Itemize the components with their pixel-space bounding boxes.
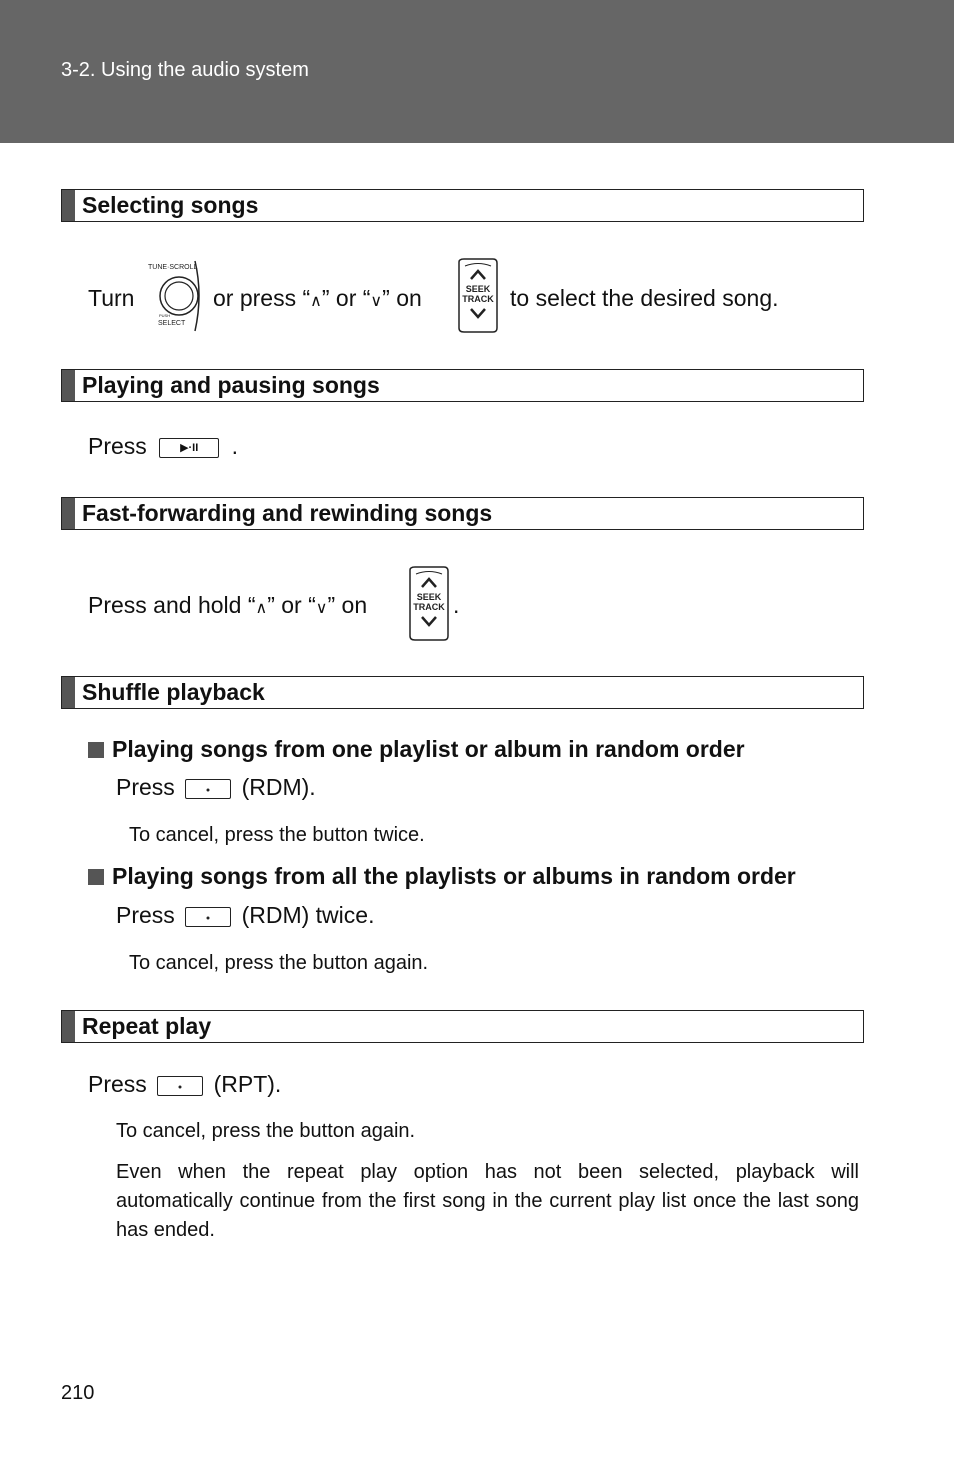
shuffle-all-instruction: Press (RDM) twice. — [116, 902, 375, 928]
svg-text:SEEK: SEEK — [465, 284, 491, 294]
rdm-button-icon — [185, 907, 231, 927]
shuffle-all-note: To cancel, press the button again. — [129, 952, 429, 974]
section-heading-playing — [61, 369, 864, 402]
rpt-button-icon — [157, 1076, 203, 1096]
section-title: Playing and pausing songs — [82, 372, 380, 398]
rdm-button-icon — [185, 779, 231, 799]
shuffle-subheading-one: Playing songs from one playlist or album in random order — [88, 736, 745, 763]
shuffle-one-note: To cancel, press the button twice. — [129, 824, 425, 846]
section-title: Shuffle playback — [82, 679, 265, 705]
ffwd-instruction-end: . — [453, 592, 460, 618]
repeat-note-cancel: To cancel, press the button again. — [116, 1120, 416, 1142]
play-pause-button-icon: ▶·II — [159, 438, 219, 458]
square-bullet-icon — [88, 869, 104, 885]
playing-instruction: Press ▶·II . — [88, 433, 238, 459]
knob-push-label: PUSH — [159, 313, 171, 318]
seek-track-button-icon — [456, 258, 500, 334]
section-heading-shuffle — [61, 676, 864, 709]
repeat-note-continue: Even when the repeat play option has not been selected, playback will automatically continue from the first song in the current play list once the last song has ended. — [116, 1161, 859, 1241]
section-title: Selecting songs — [82, 192, 259, 218]
svg-text:SEEK: SEEK — [416, 592, 442, 602]
page-number: 210 — [61, 1382, 95, 1404]
selecting-instruction: Turn — [88, 285, 135, 311]
seek-track-button-icon — [407, 566, 451, 642]
section-heading-selecting — [61, 189, 864, 222]
header-section-title: 3-2. Using the audio system — [61, 59, 309, 81]
shuffle-one-instruction: Press (RDM). — [116, 774, 316, 800]
section-heading-ffwd — [61, 497, 864, 530]
ffwd-instruction: Press and hold “∧” or “∨” on — [88, 592, 368, 618]
repeat-instruction: Press (RPT). — [88, 1071, 282, 1097]
svg-text:TRACK: TRACK — [462, 294, 494, 304]
knob-bottom-label: SELECT — [158, 320, 186, 327]
section-title: Fast-forwarding and rewinding songs — [82, 500, 493, 526]
tune-scroll-knob-icon — [143, 255, 207, 335]
section-title: Repeat play — [82, 1013, 212, 1039]
svg-text:TRACK: TRACK — [413, 602, 445, 612]
selecting-instruction-mid: or press “∧” or “∨” on — [213, 285, 422, 311]
page-header — [0, 0, 954, 143]
section-heading-repeat — [61, 1010, 864, 1043]
square-bullet-icon — [88, 742, 104, 758]
knob-top-label: TUNE·SCROLL — [148, 264, 198, 271]
shuffle-subheading-all: Playing songs from all the playlists or albums in random order — [88, 863, 796, 890]
selecting-instruction-end: to select the desired song. — [510, 285, 779, 311]
